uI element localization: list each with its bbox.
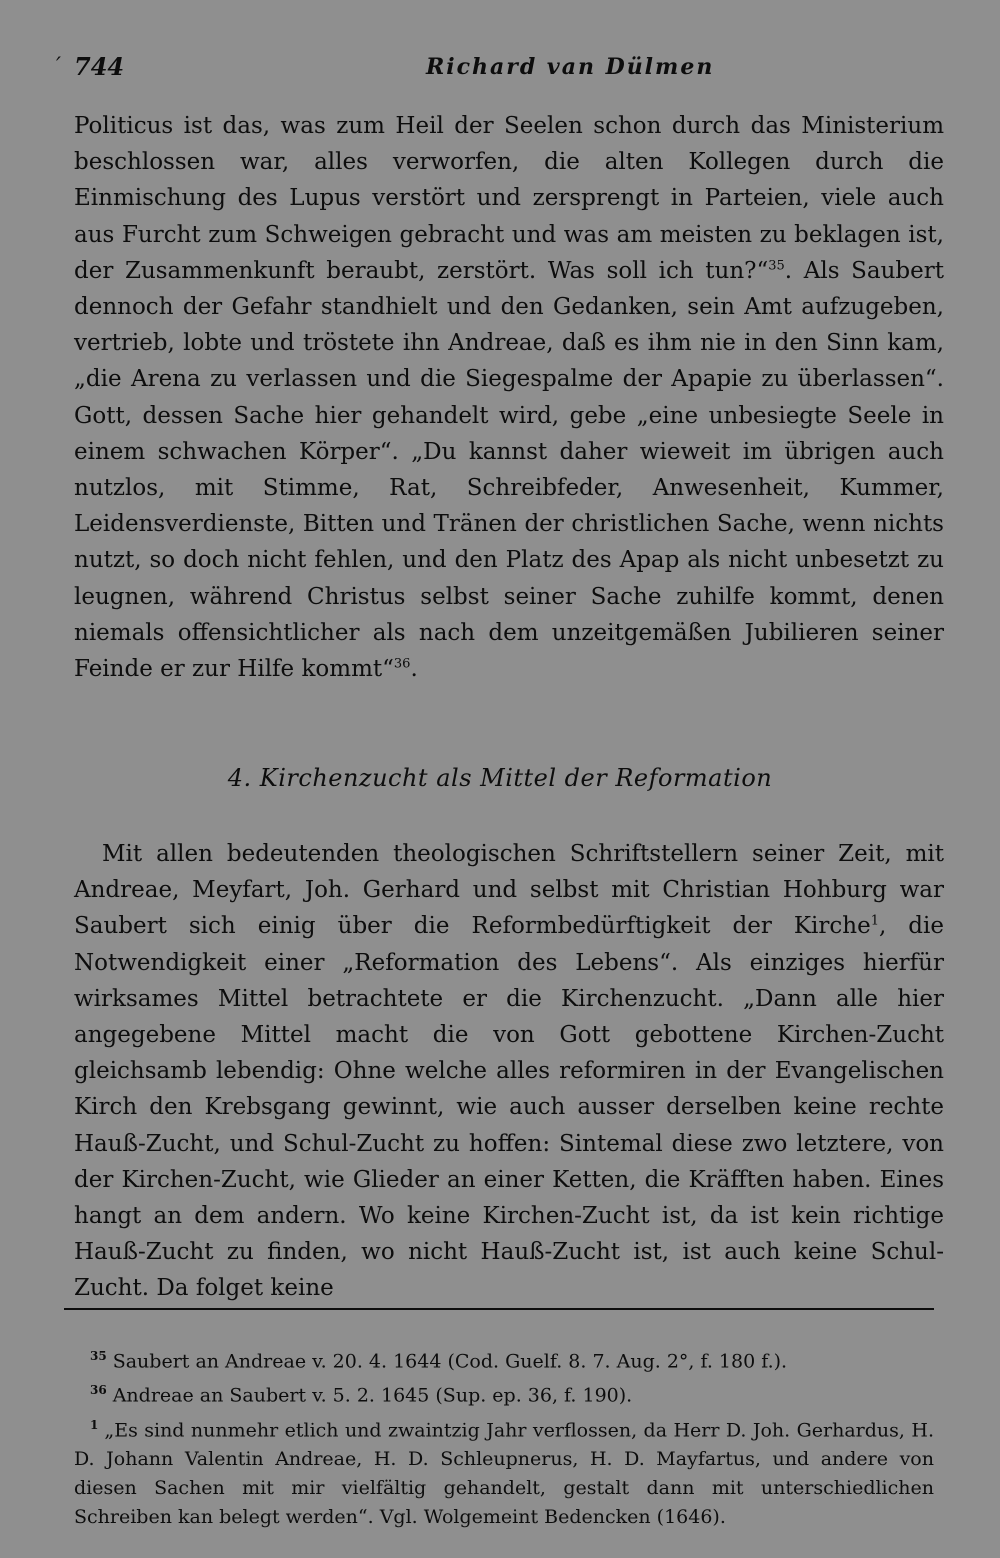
footnote-ref-36: 36 xyxy=(393,656,411,672)
paragraph-continued xyxy=(74,108,944,687)
footnote-36 xyxy=(74,1376,934,1410)
paragraph-1-text-a: Politicus ist das, was zum Heil der Seelen schon durch das Ministerium beschlossen war, alles verworfen, die alten Kollegen durch die Einmischung des Lupus verstört und zersprengt in Parteien, viele auch aus Furcht zum Schweigen gebracht und was am meisten zu beklagen ist, der Zusammenkunft beraubt, zerstört. Was soll ich tun?“ xyxy=(74,113,944,284)
footnote-35 xyxy=(74,1342,934,1376)
footnote-text: Saubert an Andreae v. 20. 4. 1644 (Cod. Guelf. 8. 7. Aug. 2°, f. 180 f.). xyxy=(112,1350,788,1373)
footnote-number: 35 xyxy=(90,1349,107,1363)
footnotes xyxy=(74,1342,934,1532)
running-head-author: Richard van Dülmen xyxy=(426,54,715,80)
footnote-ref-35: 35 xyxy=(768,258,785,274)
paragraph-2-text-a: Mit allen bedeutenden theologischen Schriftstellern seiner Zeit, mit Andreae, Meyfart, Joh. Gerhard und selbst mit Christian Hohburg war Saubert sich einig über die Reformbedürftigkeit der Kirche xyxy=(74,841,944,940)
section-heading: 4. Kirchenzucht als Mittel der Reformation xyxy=(227,764,773,792)
footnote-number: 1 xyxy=(90,1417,99,1432)
running-header xyxy=(56,52,936,88)
paragraph-1-text-b: . Als Saubert dennoch der Gefahr standhielt und den Gedanken, sein Amt aufzugeben, vertrieb, lobte und tröstete ihn Andreae, daß es ihm nie in den Sinn kam, „die Arena zu verlassen und die Siegespalme der Apapie zu überlassen“. Gott, dessen Sache hier gehandelt wird, gebe „eine unbesiegte Seele in einem schwachen Körper“. „Du kannst daher wieweit im übrigen auch nutzlos, mit Stimme, Rat, Schreibfeder, Anwesenheit, Kummer, Leidensverdienste, Bitten und Tränen der christlichen Sache, wenn nichts nutzt, so doch nicht fehlen, und den Platz des Apap als nicht unbesetzt zu leugnen, während Christus selbst seiner Sache zuhilfe kommt, denen niemals offensichtlicher als nach dem unzeitgemäßen Jubilieren seiner Feinde er zur Hilfe kommt“ xyxy=(74,257,944,683)
footnote-text: Andreae an Saubert v. 5. 2. 1645 (Sup. ep. 36, f. 190). xyxy=(112,1384,633,1407)
footnote-1 xyxy=(74,1411,934,1532)
paragraph-1 xyxy=(74,108,944,687)
paragraph-1-text-c: . xyxy=(410,656,418,683)
footnote-divider xyxy=(64,1308,934,1310)
margin-mark: ′ xyxy=(56,54,61,79)
section-body xyxy=(74,836,944,1307)
paragraph-2 xyxy=(74,836,944,1307)
footnote-ref-1: 1 xyxy=(870,913,879,929)
page-number: 744 xyxy=(74,52,125,81)
footnote-number: 36 xyxy=(90,1383,107,1398)
footnote-text: „Es sind nunmehr etlich und zwaintzig Jahr verflossen, da Herr D. Joh. Gerhardus, H. D. Johann Valentin Andreae, H. D. Schleupnerus, H. D. Mayfartus, und andere von diesen Sachen mit mir vielfältig gehandelt, gestalt dann mit unterschiedlichen Schreiben kan belegt werden“. Vgl. Wolgemeint Bedencken (1646). xyxy=(74,1418,934,1528)
paragraph-2-text-b: , die Notwendigkeit einer „Reformation des Lebens“. Als einziges hierfür wirksames Mittel betrachtete er die Kirchenzucht. „Dann alle hier angegebene Mittel macht die von Gott gebottene Kirchen-Zucht gleichsamb lebendig: Ohne welche alles reformiren in der Evangelischen Kirch den Krebsgang gewinnt, wie auch ausser derselben keine rechte Hauß-Zucht, und Schul-Zucht zu hoffen: Sintemal diese zwo letztere, von der Kirchen-Zucht, wie Glieder an einer Ketten, die Kräfften haben. Eines hangt an dem andern. Wo keine Kirchen-Zucht ist, da ist kein richtige Hauß-Zucht zu finden, wo nicht Hauß-Zucht ist, ist auch keine Schul-Zucht. Da folget keine xyxy=(74,913,944,1302)
